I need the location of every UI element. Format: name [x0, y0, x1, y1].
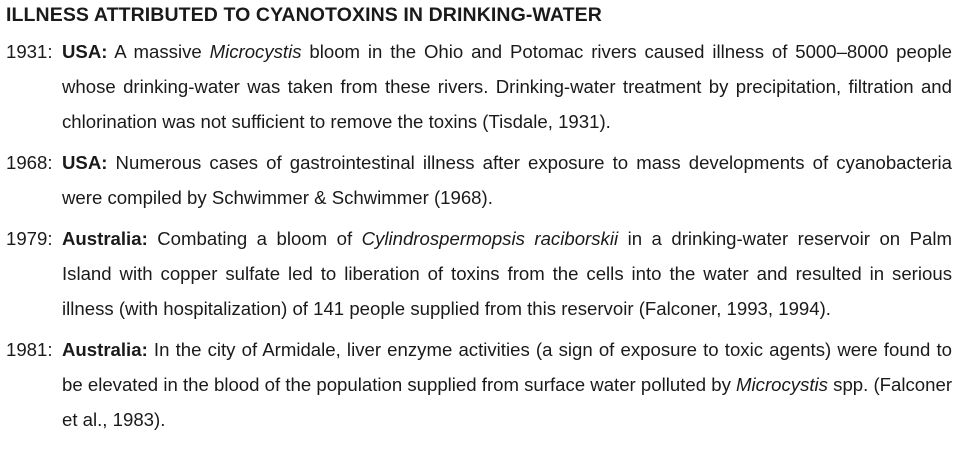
entry-text-segment: in a drinking-water reservoir on Palm Island with copper sulfate led to liberation of toxins from the cells into the water and resulted in serious illness (with hospitalization) of 141 people supplied from this reservoir (Falconer, 1993, 1994).	[62, 228, 952, 319]
entry-year: 1968:	[6, 152, 53, 173]
entry-1981	[6, 332, 954, 437]
entry-text	[62, 34, 954, 139]
entry-species-name: Cylindrospermopsis raciborskii	[361, 228, 619, 249]
entry-text	[62, 145, 954, 215]
entry-year: 1931:	[6, 41, 53, 62]
entry-year: 1981:	[6, 339, 53, 360]
entry-year: 1979:	[6, 228, 53, 249]
entry-species-name: Microcystis	[209, 41, 302, 62]
entry-text-segment: Combating a bloom of	[147, 228, 362, 249]
entry-text-segment: Numerous cases of gastrointestinal illness after exposure to mass developments of cyanobacteria were compiled by Schwimmer & Schwimmer (1968).	[62, 152, 952, 208]
entry-1979	[6, 221, 954, 326]
entry-text	[62, 221, 954, 326]
entry-country: Australia:	[62, 339, 148, 360]
entry-text-segment: In the city of Armidale, liver enzyme activities (a sign of exposure to toxic agents) were found to be elevated in the blood of the population supplied from surface water polluted by	[62, 339, 952, 395]
entry-text	[62, 332, 954, 437]
entry-species-name: Microcystis	[736, 374, 828, 395]
entry-country: Australia:	[62, 228, 148, 249]
entry-country: USA:	[62, 41, 108, 62]
entry-1931	[6, 34, 954, 139]
entry-1968	[6, 145, 954, 215]
entry-country: USA:	[62, 152, 108, 173]
entry-text-segment: bloom in the Ohio and Potomac rivers caused illness of 5000–8000 people whose drinking-water was taken from these rivers. Drinking-water treatment by precipitation, filtration and chlorination was not sufficient to remove the toxins (Tisdale, 1931).	[62, 41, 952, 132]
entry-text-segment: A massive	[107, 41, 210, 62]
entry-text-segment: spp. (Falconer et al., 1983).	[62, 374, 953, 430]
document-title: ILLNESS ATTRIBUTED TO CYANOTOXINS IN DRINKING-WATER	[6, 4, 602, 26]
